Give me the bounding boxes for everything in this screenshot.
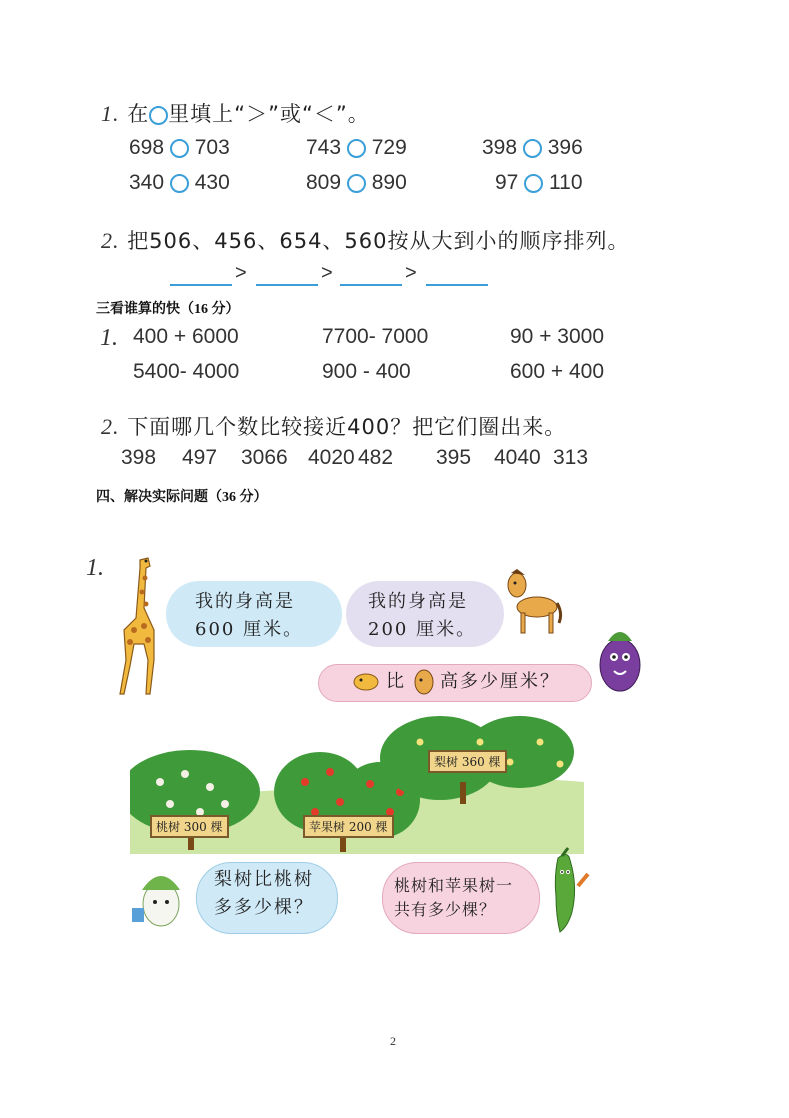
answer-blank[interactable] (426, 284, 488, 286)
compare-item: 809 890 (306, 171, 407, 194)
question-text-end: 里填上“＞”或“＜”。 (168, 102, 370, 126)
horse-head-icon (412, 668, 436, 696)
number-option[interactable]: 482 (358, 446, 394, 469)
compare-circle[interactable] (347, 174, 366, 193)
compare-item: 698 703 (129, 136, 230, 159)
giraffe-bubble-text: 我的身高是 600 厘米。 (195, 591, 304, 640)
compare-item: 97 110 (495, 171, 583, 194)
calc-item: 90 + 3000 (510, 325, 605, 348)
greater-than-sign: > (405, 262, 417, 284)
compare-circle[interactable] (347, 139, 366, 158)
answer-blank[interactable] (170, 284, 232, 286)
page-number: 2 (390, 1034, 396, 1048)
apple-tree-sign: 苹果树 200 棵 (303, 815, 394, 838)
compare-circle[interactable] (170, 174, 189, 193)
calc-item: 900 - 400 (322, 360, 411, 383)
calc-item: 7700- 7000 (322, 325, 429, 348)
cabbage-bubble-text: 梨树比桃树 多多少棵？ (214, 869, 314, 918)
calc-item: 600 + 400 (510, 360, 605, 383)
pepper-bubble-text: 桃树和苹果树一 共有多少棵？ (394, 876, 514, 919)
number-option[interactable]: 3066 (241, 446, 288, 469)
question-number: 2. (101, 414, 120, 439)
blank-circle-icon (149, 106, 168, 125)
question-text: 把506、456、654、560按从大到小的顺序排列。 (127, 229, 630, 253)
section-3-heading: 三看谁算的快（16 分） (96, 302, 240, 317)
answer-blank[interactable] (340, 284, 402, 286)
answer-blank[interactable] (256, 284, 318, 286)
cabbage-icon (128, 860, 194, 932)
horse-bubble-text: 我的身高是 200 厘米。 (368, 591, 477, 640)
eggplant-bubble-word2: 高多少厘米？ (440, 671, 560, 692)
number-option[interactable]: 497 (182, 446, 218, 469)
number-option[interactable]: 313 (553, 446, 589, 469)
compare-item: 743 729 (306, 136, 407, 159)
section-4-heading: 四、解决实际问题（36 分） (96, 490, 268, 505)
greater-than-sign: > (321, 262, 333, 284)
horse-icon (505, 567, 563, 637)
calc-item: 5400- 4000 (133, 360, 240, 383)
pear-tree-sign: 梨树 360 棵 (428, 750, 507, 773)
compare-item: 340 430 (129, 171, 230, 194)
eggplant-icon (590, 617, 652, 699)
question-text-start: 在 (127, 102, 150, 126)
question-text: 下面哪几个数比较接近400？把它们圈出来。 (127, 415, 567, 439)
section3-question-2 (101, 411, 566, 441)
compare-circle[interactable] (170, 139, 189, 158)
question-number: 1. (86, 555, 104, 581)
compare-item: 398 396 (482, 136, 583, 159)
calc-item: 400 + 6000 (133, 325, 239, 348)
question-1-line (101, 98, 370, 128)
giraffe-icon (110, 548, 172, 696)
peach-tree-sign: 桃树 300 棵 (150, 815, 229, 838)
eggplant-bubble-word1: 比 (386, 671, 406, 692)
question-number: 1. (100, 325, 118, 351)
compare-circle[interactable] (524, 174, 543, 193)
compare-circle[interactable] (523, 139, 542, 158)
giraffe-head-icon (352, 670, 382, 694)
number-option[interactable]: 395 (436, 446, 472, 469)
question-2-line (101, 225, 630, 255)
question-number: 2. (101, 228, 120, 253)
green-pepper-icon (538, 846, 590, 934)
question-number: 1. (101, 101, 120, 126)
number-option[interactable]: 4040 (494, 446, 541, 469)
greater-than-sign: > (235, 262, 247, 284)
number-option[interactable]: 4020 (308, 446, 355, 469)
number-option[interactable]: 398 (121, 446, 157, 469)
